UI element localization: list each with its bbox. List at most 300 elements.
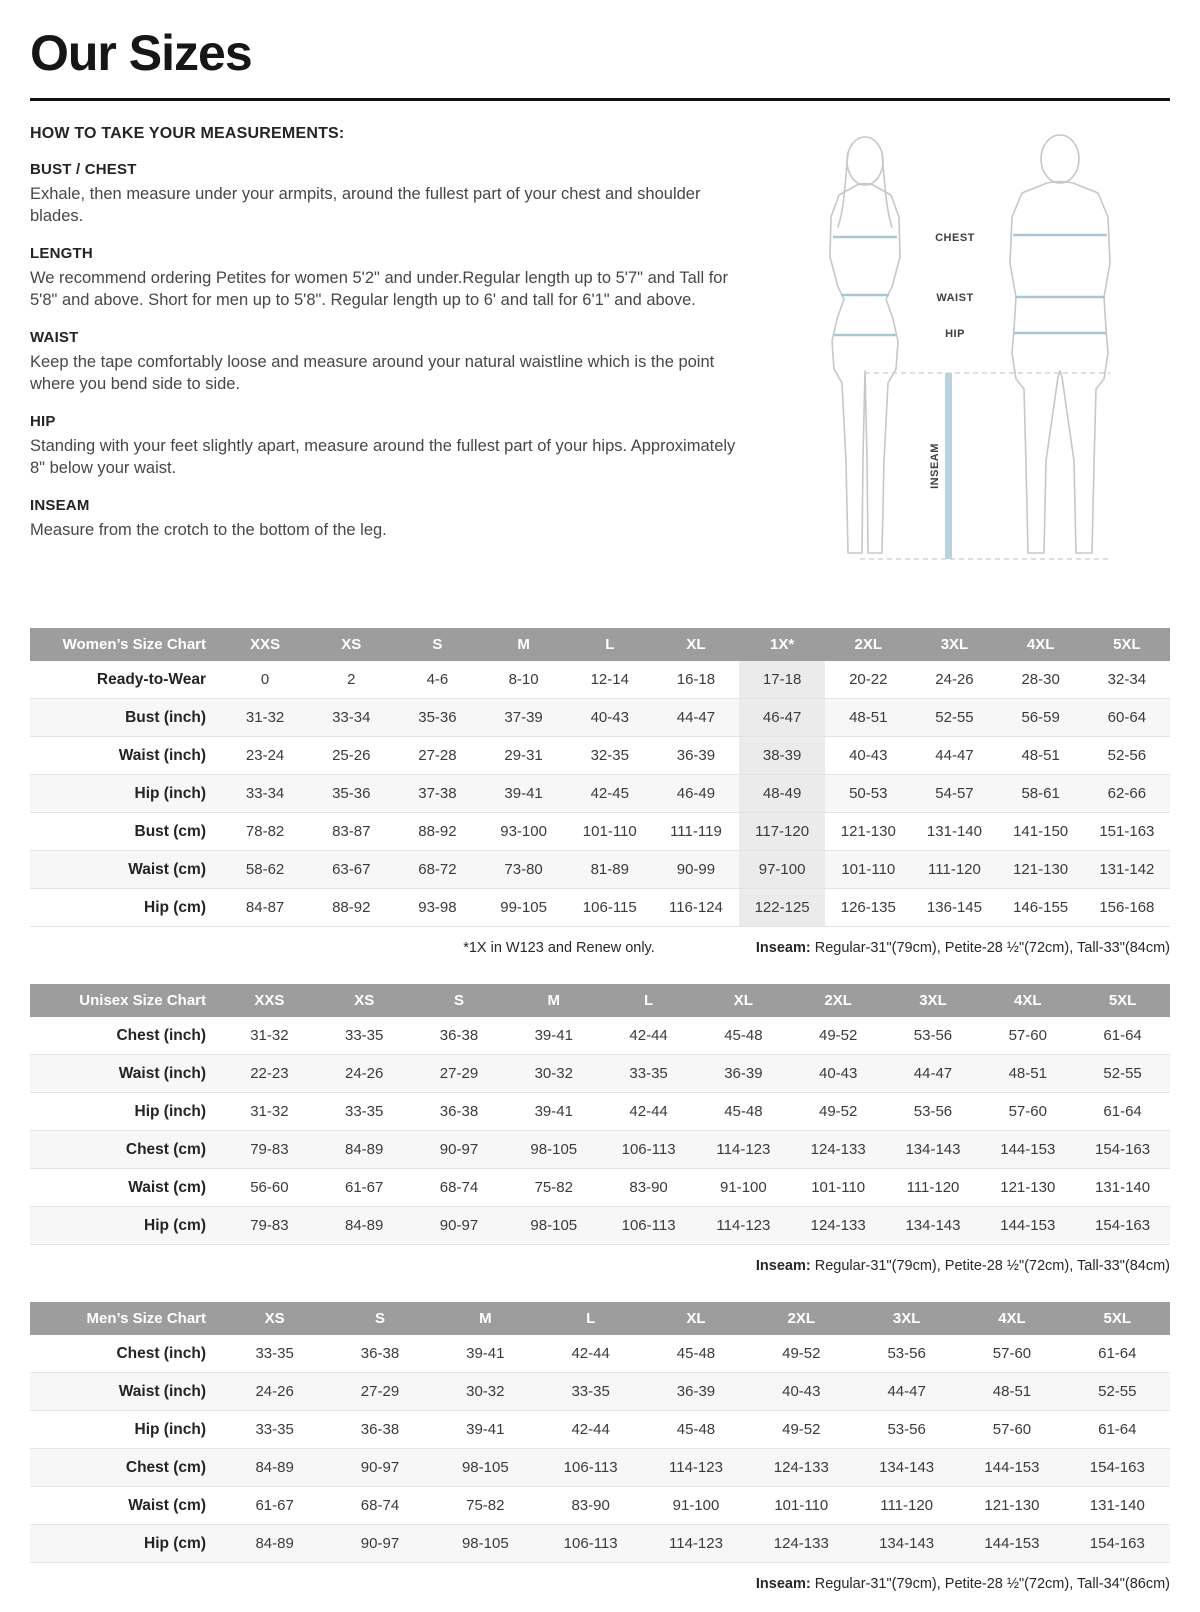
size-cell: 4-6 (426, 671, 449, 688)
mens-size-chart-table-wrap (30, 1302, 1170, 1563)
size-cell: 124-133 (810, 1217, 866, 1234)
size-cell: 32-35 (590, 747, 629, 764)
size-cell: 24-26 (345, 1065, 384, 1082)
chest-label: CHEST (935, 232, 975, 244)
size-cell: 144-153 (1000, 1217, 1056, 1234)
row-label: Waist (inch) (118, 1382, 206, 1400)
size-cell: 52-55 (1103, 1065, 1142, 1082)
size-cell: 111-119 (670, 823, 722, 840)
size-column-header: XXS (222, 628, 308, 661)
size-cell: 31-32 (250, 1027, 289, 1044)
size-cell: 22-23 (250, 1065, 289, 1082)
size-cell: 31-32 (245, 709, 285, 726)
size-column-header: M (506, 984, 601, 1017)
male-figure (1010, 135, 1110, 553)
title-divider (30, 98, 1170, 101)
size-cell: 0 (260, 671, 270, 688)
size-cell: 45-48 (676, 1421, 716, 1438)
size-cell: 121-130 (840, 823, 896, 840)
table-row (30, 1093, 1170, 1131)
table-row (30, 1525, 1170, 1563)
size-cell: 42-44 (629, 1027, 668, 1044)
size-cell: 61-67 (255, 1497, 294, 1514)
size-column-header: L (567, 628, 653, 661)
inseam-note-label: Inseam: (755, 1576, 811, 1592)
size-cell: 38-39 (739, 737, 825, 775)
table-row (30, 889, 1170, 927)
size-cell: 39-41 (534, 1027, 573, 1044)
size-cell: 91-100 (672, 1497, 720, 1514)
size-cell: 36-38 (360, 1421, 400, 1438)
section-body: We recommend ordering Petites for women 5'2" and under.Regular length up to 5'7" and Tall for 5'8" and above. Short for men up to 5'8". Regular length up to 6' and tall for 6'1" and above. (30, 268, 728, 309)
size-cell: 124-133 (773, 1459, 829, 1476)
size-cell: 106-113 (621, 1217, 676, 1234)
size-column-header: 5XL (1084, 628, 1170, 661)
size-cell: 56-59 (1021, 709, 1060, 726)
size-cell: 35-36 (418, 709, 457, 726)
section-body: Exhale, then measure under your armpits, around the fullest part of your chest and shoulder blades. (30, 185, 701, 225)
size-cell: 44-47 (913, 1065, 953, 1082)
size-column-header: M (481, 628, 567, 661)
size-cell: 42-45 (590, 785, 629, 802)
size-cell: 126-135 (840, 899, 896, 916)
size-cell: 42-44 (629, 1103, 668, 1120)
size-column-header: XS (308, 628, 394, 661)
size-cell: 54-57 (935, 785, 974, 802)
inseam-note-text: Regular-31"(79cm), Petite-28 ½"(72cm), Tall-34"(86cm) (810, 1576, 1170, 1592)
size-cell: 58-62 (245, 861, 285, 878)
size-column-header: 4XL (980, 984, 1075, 1017)
section-body: Measure from the crotch to the bottom of the leg. (30, 520, 387, 539)
size-cell: 16-18 (676, 671, 716, 688)
size-cell: 88-92 (418, 823, 457, 840)
size-cell: 131-140 (926, 823, 982, 840)
table-row (30, 1449, 1170, 1487)
section-inseam (30, 497, 750, 542)
size-cell: 60-64 (1107, 709, 1147, 726)
size-cell: 36-39 (676, 747, 716, 764)
size-cell: 97-100 (739, 851, 825, 889)
size-cell: 90-97 (360, 1535, 400, 1552)
size-cell: 79-83 (250, 1217, 289, 1234)
size-cell: 134-143 (879, 1535, 935, 1552)
size-cell: 33-34 (332, 709, 371, 726)
row-label: Waist (inch) (118, 746, 206, 764)
size-cell: 45-48 (676, 1345, 716, 1362)
size-cell: 36-39 (724, 1065, 763, 1082)
hip-label: HIP (945, 328, 965, 340)
section-body: Keep the tape comfortably loose and measure around your natural waistline which is the point where you bend side to side. (30, 352, 715, 393)
inseam-note-text: Regular-31"(79cm), Petite-28 ½"(72cm), Tall-33"(84cm) (810, 940, 1170, 956)
size-cell: 117-120 (739, 813, 825, 851)
inseam-note (756, 940, 1170, 956)
size-cell: 28-30 (1021, 671, 1060, 688)
unisex-size-chart (30, 984, 1170, 1245)
size-column-header: 3XL (886, 984, 981, 1017)
size-column-header: 3XL (854, 1302, 959, 1335)
size-cell: 48-49 (739, 775, 825, 813)
size-cell: 84-89 (345, 1217, 384, 1234)
row-label: Hip (inch) (134, 784, 206, 802)
size-cell: 46-49 (676, 785, 716, 802)
size-cell: 131-140 (1089, 1497, 1145, 1514)
row-label: Hip (cm) (144, 1216, 206, 1234)
womens-footnotes (30, 940, 1170, 956)
size-cell: 81-89 (590, 861, 629, 878)
size-column-header: 5XL (1075, 984, 1170, 1017)
table-row (30, 1411, 1170, 1449)
male-body-outline (1010, 182, 1110, 554)
size-cell: 45-48 (724, 1103, 763, 1120)
row-label: Bust (inch) (125, 708, 206, 726)
size-cell: 33-34 (245, 785, 285, 802)
row-label: Chest (inch) (116, 1026, 206, 1044)
section-bust-chest (30, 161, 750, 228)
size-cell: 49-52 (782, 1421, 821, 1438)
size-cell: 33-35 (345, 1103, 384, 1120)
size-column-header: XS (317, 984, 412, 1017)
size-cell: 154-163 (1089, 1459, 1145, 1476)
table-row (30, 1017, 1170, 1055)
size-cell: 49-52 (818, 1103, 858, 1120)
size-cell: 73-80 (504, 861, 543, 878)
size-cell: 42-44 (571, 1345, 610, 1362)
size-column-header: XXS (222, 984, 317, 1017)
size-cell: 37-39 (504, 709, 543, 726)
size-cell: 68-74 (439, 1179, 479, 1196)
size-cell: 57-60 (1008, 1027, 1047, 1044)
inseam-label: INSEAM (929, 443, 941, 489)
header-row (30, 984, 1170, 1017)
table-row (30, 851, 1170, 889)
size-cell: 75-82 (466, 1497, 505, 1514)
size-cell: 101-110 (582, 823, 637, 840)
size-cell: 90-97 (439, 1141, 479, 1158)
measurement-diagram (770, 125, 1170, 600)
size-cell: 53-56 (887, 1345, 926, 1362)
size-cell: 124-133 (773, 1535, 829, 1552)
size-cell: 57-60 (992, 1345, 1032, 1362)
female-head (847, 137, 883, 185)
size-cell: 116-124 (668, 899, 723, 916)
male-head (1041, 135, 1079, 183)
size-cell: 111-120 (906, 1179, 960, 1196)
size-cell: 24-26 (255, 1383, 294, 1400)
size-cell: 111-120 (880, 1497, 934, 1514)
size-cell: 146-155 (1013, 899, 1069, 916)
inseam-note (756, 1576, 1170, 1592)
size-cell: 122-125 (739, 889, 825, 927)
size-cell: 61-64 (1098, 1345, 1137, 1362)
table-row (30, 1335, 1170, 1373)
size-cell: 27-28 (418, 747, 457, 764)
table-row (30, 813, 1170, 851)
section-title: WAIST (30, 328, 79, 346)
size-cell: 154-163 (1095, 1141, 1151, 1158)
size-cell: 49-52 (782, 1345, 821, 1362)
size-column-header: 5XL (1065, 1302, 1170, 1335)
size-column-header: S (394, 628, 480, 661)
size-cell: 78-82 (245, 823, 285, 840)
measurement-instructions-area (30, 125, 1170, 600)
size-cell: 33-35 (629, 1065, 668, 1082)
size-column-header: L (601, 984, 696, 1017)
size-cell: 36-38 (360, 1345, 400, 1362)
size-cell: 121-130 (984, 1497, 1040, 1514)
size-cell: 144-153 (1000, 1141, 1056, 1158)
unisex-size-chart-table-wrap (30, 984, 1170, 1245)
size-cell: 121-130 (1000, 1179, 1056, 1196)
female-body-outline (830, 184, 900, 554)
section-title: HIP (30, 412, 56, 430)
row-label: Hip (inch) (134, 1102, 206, 1120)
size-cell: 29-31 (504, 747, 543, 764)
size-cell: 98-105 (461, 1535, 509, 1552)
table-row (30, 1373, 1170, 1411)
size-cell: 33-35 (255, 1421, 294, 1438)
size-cell: 93-100 (500, 823, 547, 840)
size-cell: 88-92 (332, 899, 371, 916)
section-title: INSEAM (30, 496, 90, 514)
size-cell: 114-123 (716, 1141, 771, 1158)
row-label: Chest (cm) (125, 1458, 206, 1476)
size-cell: 52-56 (1107, 747, 1147, 764)
row-label: Chest (cm) (125, 1140, 206, 1158)
size-cell: 61-67 (345, 1179, 384, 1196)
table-row (30, 737, 1170, 775)
size-cell: 40-43 (782, 1383, 821, 1400)
size-cell: 83-90 (571, 1497, 610, 1514)
table-row (30, 1055, 1170, 1093)
row-label: Ready-to-Wear (96, 670, 206, 688)
female-figure (830, 137, 900, 553)
size-cell: 111-120 (928, 861, 981, 878)
size-column-header: XS (222, 1302, 327, 1335)
size-cell: 56-60 (250, 1179, 289, 1196)
size-cell: 48-51 (1021, 747, 1060, 764)
size-cell: 83-87 (332, 823, 371, 840)
size-cell: 58-61 (1021, 785, 1060, 802)
size-column-header: 2XL (791, 984, 886, 1017)
size-cell: 124-133 (810, 1141, 866, 1158)
size-cell: 101-110 (774, 1497, 829, 1514)
size-cell: 134-143 (905, 1141, 961, 1158)
size-cell: 106-113 (563, 1535, 618, 1552)
size-cell: 106-113 (621, 1141, 676, 1158)
size-column-header: XL (696, 984, 791, 1017)
size-cell: 31-32 (250, 1103, 289, 1120)
table-row (30, 1169, 1170, 1207)
size-cell: 30-32 (534, 1065, 573, 1082)
table-row (30, 1487, 1170, 1525)
table-title: Men’s Size Chart (30, 1302, 222, 1335)
size-cell: 61-64 (1103, 1103, 1142, 1120)
waist-label: WAIST (936, 292, 974, 304)
size-cell: 49-52 (818, 1027, 858, 1044)
size-cell: 131-142 (1099, 861, 1155, 878)
size-cell: 63-67 (332, 861, 371, 878)
table-row (30, 1131, 1170, 1169)
size-column-header: 4XL (998, 628, 1084, 661)
instructions-column (30, 125, 750, 600)
page-title: Our Sizes (30, 25, 252, 81)
table-title: Women’s Size Chart (30, 628, 222, 661)
size-cell: 98-105 (461, 1459, 509, 1476)
size-column-header: 3XL (911, 628, 997, 661)
section-body: Standing with your feet slightly apart, measure around the fullest part of your hips. Approximately 8" below your waist. (30, 436, 736, 477)
inseam-line (945, 373, 952, 559)
size-cell: 33-35 (255, 1345, 294, 1362)
size-cell: 40-43 (818, 1065, 858, 1082)
size-cell: 39-41 (466, 1421, 505, 1438)
size-cell: 35-36 (332, 785, 371, 802)
size-cell: 46-47 (739, 699, 825, 737)
size-cell: 36-38 (439, 1103, 479, 1120)
row-label: Waist (cm) (128, 1178, 206, 1196)
size-cell: 30-32 (466, 1383, 505, 1400)
size-cell: 61-64 (1103, 1027, 1142, 1044)
size-column-header: XL (643, 1302, 748, 1335)
size-cell: 93-98 (418, 899, 457, 916)
one-x-footnote: *1X in W123 and Renew only. (463, 940, 655, 956)
size-cell: 84-89 (255, 1535, 294, 1552)
size-cell: 33-35 (345, 1027, 384, 1044)
header-row (30, 628, 1170, 661)
table-title: Unisex Size Chart (30, 984, 222, 1017)
size-cell: 101-110 (841, 861, 896, 878)
row-label: Hip (cm) (144, 1534, 206, 1552)
size-cell: 53-56 (887, 1421, 926, 1438)
size-cell: 98-105 (530, 1217, 578, 1234)
womens-size-chart (30, 628, 1170, 927)
row-label: Hip (inch) (134, 1420, 206, 1438)
unisex-size-chart-section (30, 984, 1170, 1274)
size-cell: 17-18 (739, 661, 825, 699)
unisex-footnotes (30, 1258, 1170, 1274)
size-cell: 90-97 (439, 1217, 479, 1234)
size-cell: 83-90 (629, 1179, 668, 1196)
size-cell: 45-48 (724, 1027, 763, 1044)
size-cell: 114-123 (716, 1217, 771, 1234)
size-cell: 98-105 (530, 1141, 578, 1158)
size-cell: 52-55 (935, 709, 974, 726)
size-cell: 42-44 (571, 1421, 610, 1438)
size-cell: 106-113 (563, 1459, 618, 1476)
size-cell: 23-24 (245, 747, 285, 764)
table-row (30, 661, 1170, 699)
section-title: BUST / CHEST (30, 161, 137, 178)
size-cell: 40-43 (849, 747, 888, 764)
size-cell: 39-41 (466, 1345, 505, 1362)
size-cell: 84-87 (245, 899, 285, 916)
size-cell: 53-56 (913, 1027, 953, 1044)
size-cell: 156-168 (1099, 899, 1155, 916)
size-cell: 32-34 (1107, 671, 1147, 688)
size-cell: 2 (347, 671, 356, 688)
size-cell: 39-41 (534, 1103, 573, 1120)
size-cell: 84-89 (255, 1459, 294, 1476)
size-cell: 121-130 (1013, 861, 1069, 878)
size-cell: 90-97 (360, 1459, 400, 1476)
section-length (30, 245, 750, 312)
body-figures-illustration (770, 125, 1160, 595)
size-cell: 144-153 (984, 1459, 1040, 1476)
size-cell: 106-115 (582, 899, 637, 916)
instructions-heading: HOW TO TAKE YOUR MEASUREMENTS: (30, 125, 345, 142)
size-cell: 48-51 (1008, 1065, 1047, 1082)
row-label: Waist (inch) (118, 1064, 206, 1082)
inseam-note-label: Inseam: (755, 940, 811, 956)
row-label: Hip (cm) (144, 898, 206, 916)
table-row (30, 699, 1170, 737)
size-column-header: L (538, 1302, 643, 1335)
size-cell: 154-163 (1095, 1217, 1151, 1234)
size-column-header: 2XL (825, 628, 911, 661)
size-cell: 25-26 (332, 747, 371, 764)
section-hip (30, 413, 750, 480)
inseam-note (756, 1258, 1170, 1274)
size-cell: 8-10 (508, 671, 539, 688)
womens-size-chart-section (30, 628, 1170, 956)
inseam-note-label: Inseam: (755, 1258, 811, 1274)
size-cell: 39-41 (504, 785, 543, 802)
size-cell: 134-143 (879, 1459, 935, 1476)
size-cell: 151-163 (1099, 823, 1155, 840)
size-cell: 12-14 (590, 671, 629, 688)
size-cell: 99-105 (500, 899, 547, 916)
size-cell: 57-60 (992, 1421, 1032, 1438)
size-cell: 144-153 (984, 1535, 1040, 1552)
table-row (30, 1207, 1170, 1245)
size-cell: 131-140 (1095, 1179, 1151, 1196)
size-cell: 40-43 (590, 709, 629, 726)
size-cell: 62-66 (1107, 785, 1147, 802)
size-cell: 61-64 (1098, 1421, 1137, 1438)
table-row (30, 775, 1170, 813)
size-column-header: 4XL (959, 1302, 1064, 1335)
size-column-header: M (433, 1302, 538, 1335)
size-cell: 134-143 (905, 1217, 961, 1234)
size-cell: 36-38 (439, 1027, 479, 1044)
size-column-header: 2XL (749, 1302, 854, 1335)
size-cell: 44-47 (935, 747, 974, 764)
size-cell: 154-163 (1089, 1535, 1145, 1552)
size-cell: 68-72 (418, 861, 457, 878)
mens-size-chart (30, 1302, 1170, 1563)
row-label: Waist (cm) (128, 1496, 206, 1514)
size-cell: 114-123 (669, 1459, 723, 1476)
size-cell: 84-89 (345, 1141, 384, 1158)
size-cell: 20-22 (849, 671, 888, 688)
section-waist (30, 329, 750, 396)
size-cell: 48-51 (992, 1383, 1032, 1400)
size-cell: 57-60 (1008, 1103, 1047, 1120)
size-cell: 68-74 (360, 1497, 400, 1514)
size-cell: 114-123 (669, 1535, 723, 1552)
mens-size-chart-section (30, 1302, 1170, 1592)
size-cell: 53-56 (913, 1103, 953, 1120)
size-cell: 90-99 (676, 861, 716, 878)
size-cell: 52-55 (1098, 1383, 1137, 1400)
size-cell: 44-47 (676, 709, 716, 726)
size-cell: 48-51 (849, 709, 888, 726)
size-cell: 136-145 (926, 899, 982, 916)
row-label: Bust (cm) (134, 822, 206, 840)
inseam-note-text: Regular-31"(79cm), Petite-28 ½"(72cm), Tall-33"(84cm) (810, 1258, 1170, 1274)
size-cell: 79-83 (250, 1141, 289, 1158)
size-column-header: S (327, 1302, 432, 1335)
size-cell: 24-26 (935, 671, 974, 688)
